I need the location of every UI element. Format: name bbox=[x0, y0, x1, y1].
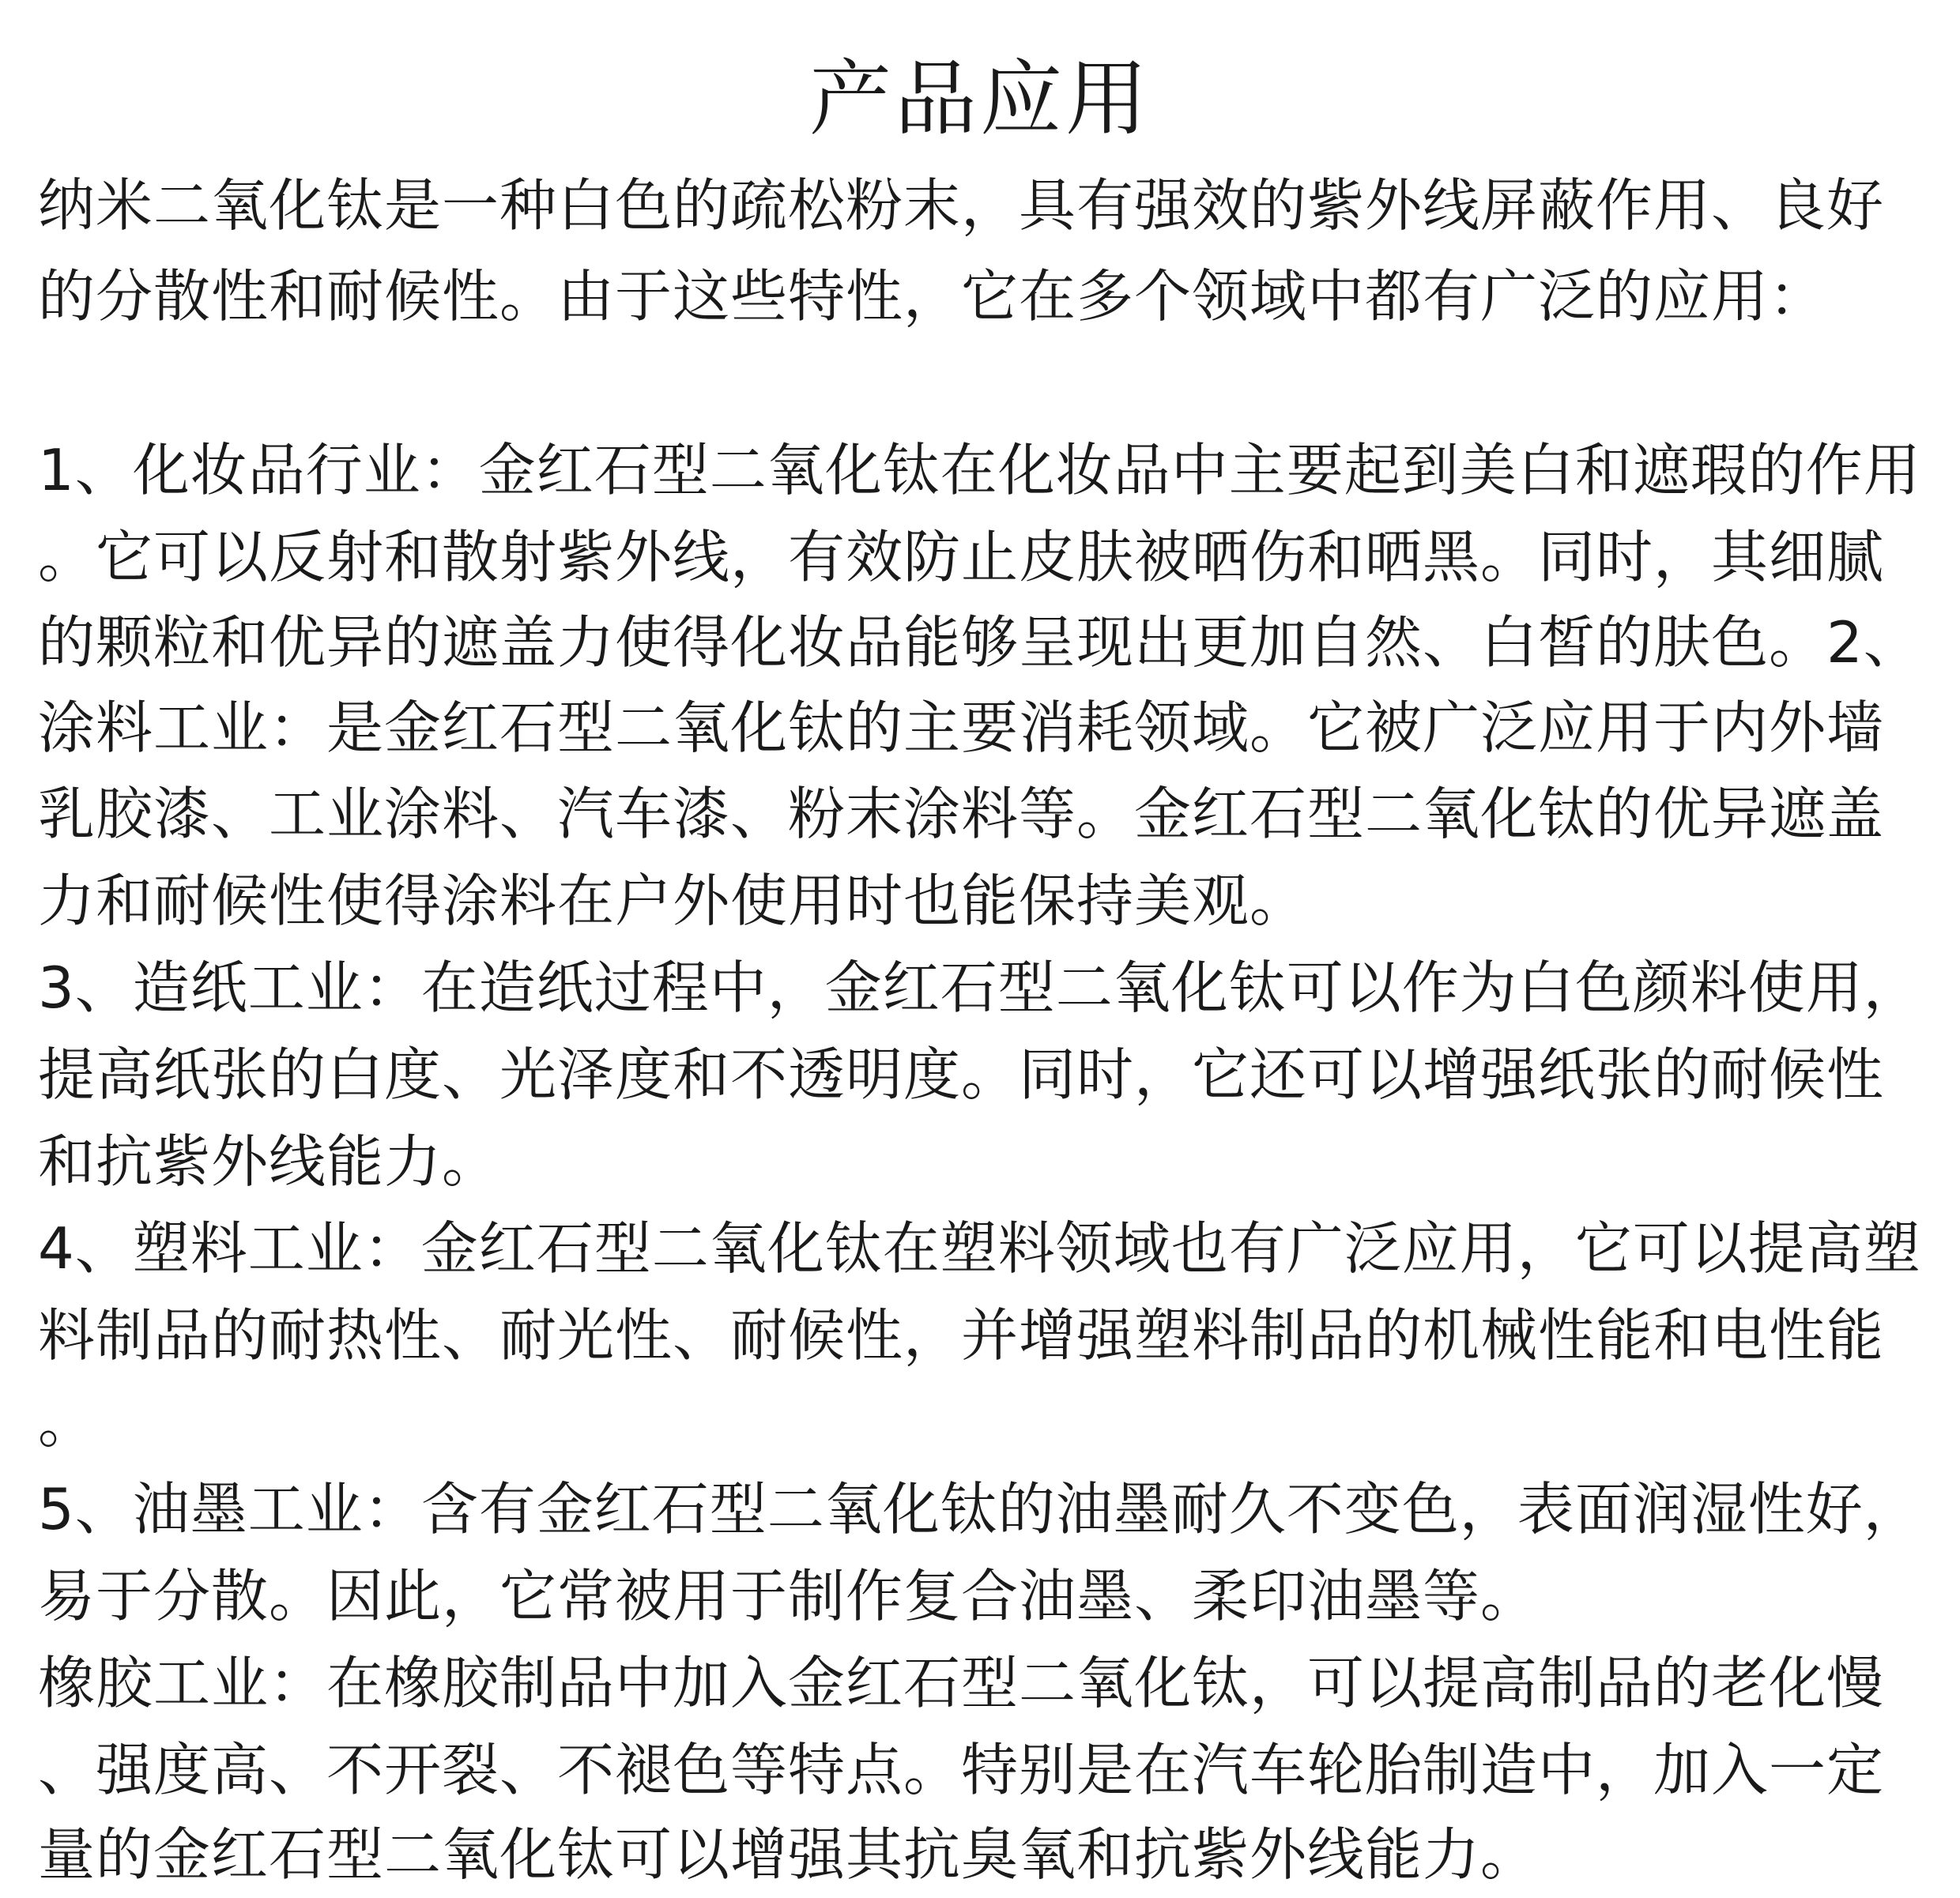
body-text-line: 料制品的耐热性、耐光性、耐候性，并增强塑料制品的机械性能和电性能 bbox=[38, 1302, 1885, 1369]
body-text-line: 3、造纸工业：在造纸过程中，金红石型二氧化钛可以作为白色颜料使用， bbox=[38, 955, 1921, 1021]
body-text-line: 力和耐候性使得涂料在户外使用时也能保持美观。 bbox=[38, 868, 1308, 934]
body-text-line: 乳胶漆、工业涂料、汽车漆、粉末涂料等。金红石型二氧化钛的优异遮盖 bbox=[38, 781, 1885, 847]
body-text-line: 5、油墨工业：含有金红石型二氧化钛的油墨耐久不变色，表面润湿性好， bbox=[38, 1476, 1921, 1542]
body-text-line: 的分散性和耐候性。由于这些特性，它在多个领域中都有广泛的应用： bbox=[38, 263, 1827, 330]
body-text-line: 。 bbox=[38, 1389, 96, 1456]
body-text-line: 易于分散。因此，它常被用于制作复合油墨、柔印油墨等。 bbox=[38, 1563, 1539, 1629]
body-text-line: 橡胶工业：在橡胶制品中加入金红石型二氧化钛，可以提高制品的老化慢 bbox=[38, 1650, 1885, 1716]
body-text-line: 和抗紫外线能力。 bbox=[38, 1128, 500, 1195]
body-text-line: 。它可以反射和散射紫外线，有效防止皮肤被晒伤和晒黑。同时，其细腻 bbox=[38, 524, 1885, 590]
body-text-line: 提高纸张的白度、光泽度和不透明度。同时，它还可以增强纸张的耐候性 bbox=[38, 1041, 1885, 1108]
body-text-line: 的颗粒和优异的遮盖力使得化妆品能够呈现出更加自然、白皙的肤色。2、 bbox=[38, 609, 1921, 676]
body-text-line: 涂料工业：是金红石型二氧化钛的主要消耗领域。它被广泛应用于内外墙 bbox=[38, 695, 1885, 761]
body-text-line: 纳米二氧化钛是一种白色的疏松粉末，具有强效的紫外线屏蔽作用、良好 bbox=[38, 172, 1885, 239]
body-text-line: 1、化妆品行业：金红石型二氧化钛在化妆品中主要起到美白和遮瑕的作用 bbox=[38, 437, 1921, 503]
body-text-line: 4、塑料工业：金红石型二氧化钛在塑料领域也有广泛应用，它可以提高塑 bbox=[38, 1215, 1921, 1282]
page-title: 产品应用 bbox=[808, 51, 1151, 147]
body-text-line: 、强度高、不开裂、不褪色等特点。特别是在汽车轮胎制造中，加入一定 bbox=[38, 1737, 1885, 1803]
body-text-line: 量的金红石型二氧化钛可以增强其抗臭氧和抗紫外线能力。 bbox=[38, 1821, 1539, 1888]
